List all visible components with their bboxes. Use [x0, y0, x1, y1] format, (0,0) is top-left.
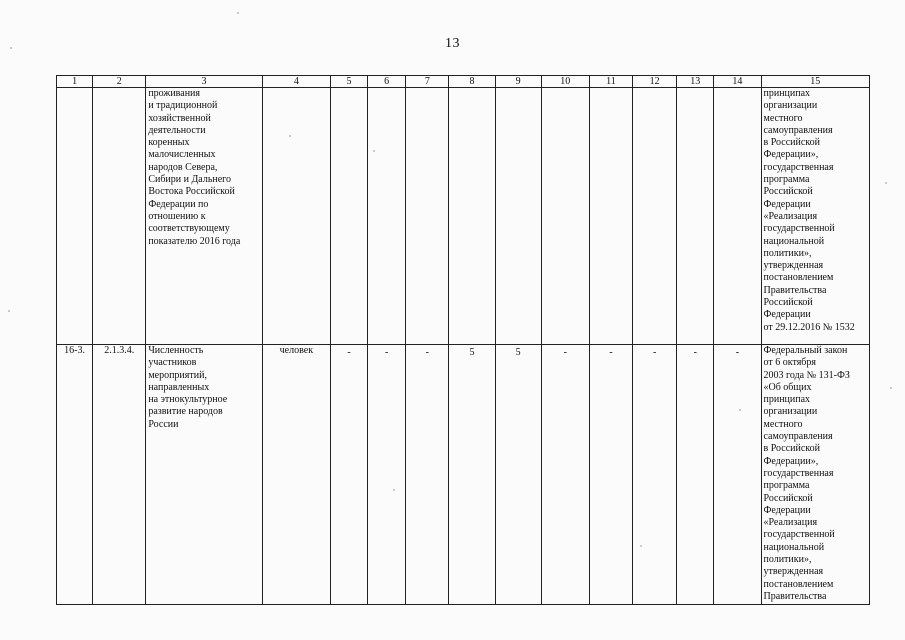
- table-row: [57, 88, 870, 345]
- unit-cell: человек: [262, 345, 330, 605]
- header-col-12: 12: [633, 76, 677, 88]
- value-cell: [406, 88, 449, 345]
- scan-speck: [393, 489, 395, 491]
- value-cell: [495, 88, 541, 345]
- page-number: 13: [445, 36, 460, 51]
- value-cell: [633, 88, 677, 345]
- value-cell: -: [406, 345, 449, 605]
- indicator-name-cell: Численность участников мероприятий, направленных на этнокультурное развитие народов России: [146, 345, 262, 605]
- header-col-8: 8: [449, 76, 495, 88]
- header-col-11: 11: [589, 76, 632, 88]
- value-cell: -: [714, 345, 761, 605]
- header-col-14: 14: [714, 76, 761, 88]
- indicators-table: [56, 75, 870, 605]
- value-cell: -: [633, 345, 677, 605]
- header-row: [57, 76, 870, 88]
- value-cell: [714, 88, 761, 345]
- header-col-1: 1: [57, 76, 93, 88]
- header-col-9: 9: [495, 76, 541, 88]
- value-cell: [677, 88, 714, 345]
- value-cell: -: [677, 345, 714, 605]
- legal-basis-cell: Федеральный закон от 6 октября 2003 года № 131-ФЗ «Об общих принципах организации местного самоуправления в Российской Федерации», государственная программа Российской Федерации «Реализация государственной национальной политики», утвержденная постановлением Правительства: [761, 345, 870, 605]
- scan-speck: [10, 47, 12, 49]
- header-col-15: 15: [761, 76, 870, 88]
- header-col-7: 7: [406, 76, 449, 88]
- scan-speck: [885, 182, 887, 184]
- value-cell: [330, 88, 367, 345]
- header-col-10: 10: [541, 76, 589, 88]
- scan-speck: [237, 12, 239, 14]
- indicator-name-cell: проживания и традиционной хозяйственной деятельности коренных малочисленных народов Севера, Сибири и Дальнего Востока Российской Федерации по отношению к соответствующему показателю 2016 года: [146, 88, 262, 345]
- header-col-2: 2: [93, 76, 146, 88]
- unit-cell: [262, 88, 330, 345]
- value-cell: -: [330, 345, 367, 605]
- value-cell: [541, 88, 589, 345]
- value-cell: [368, 88, 406, 345]
- value-cell: [449, 88, 495, 345]
- scan-speck: [640, 545, 642, 547]
- scan-speck: [289, 135, 291, 137]
- value-cell: -: [589, 345, 632, 605]
- value-cell: 5: [495, 345, 541, 605]
- header-col-5: 5: [330, 76, 367, 88]
- value-cell: -: [541, 345, 589, 605]
- item-code-cell: 2.1.3.4.: [93, 345, 146, 605]
- header-col-6: 6: [368, 76, 406, 88]
- scan-speck: [739, 409, 741, 411]
- value-cell: 5: [449, 345, 495, 605]
- row-number-cell: [57, 88, 93, 345]
- value-cell: -: [368, 345, 406, 605]
- table-row: [57, 345, 870, 605]
- item-code-cell: [93, 88, 146, 345]
- scan-speck: [890, 387, 892, 389]
- scan-speck: [373, 150, 375, 152]
- value-cell: [589, 88, 632, 345]
- row-number-cell: 16-3.: [57, 345, 93, 605]
- header-col-3: 3: [146, 76, 262, 88]
- legal-basis-cell: принципах организации местного самоуправления в Российской Федерации», государственная программа Российской Федерации «Реализация государственной национальной политики», утвержденная постановлением Правительства Российской Федерации от 29.12.2016 № 1532: [761, 88, 870, 345]
- header-col-13: 13: [677, 76, 714, 88]
- scan-speck: [8, 310, 10, 312]
- header-col-4: 4: [262, 76, 330, 88]
